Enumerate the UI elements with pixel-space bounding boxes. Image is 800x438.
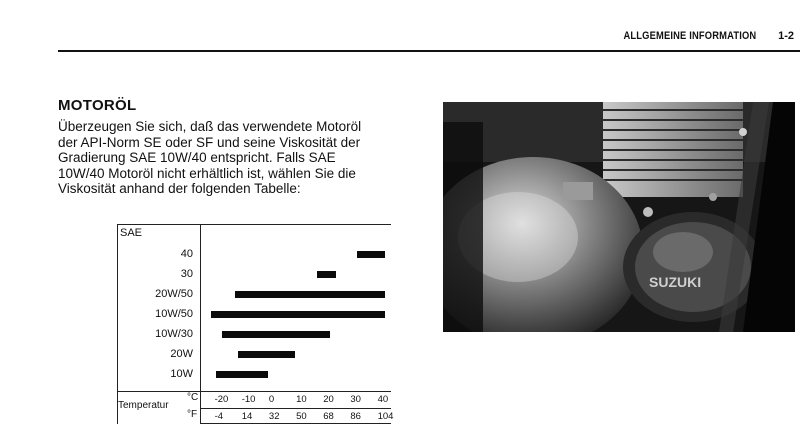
section-title: MOTORÖL bbox=[58, 97, 137, 114]
header-rule bbox=[58, 50, 800, 52]
fahrenheit-tick: 86 bbox=[350, 411, 361, 422]
celsius-tick: 0 bbox=[268, 394, 275, 405]
temperature-label: Temperatur bbox=[118, 400, 169, 411]
celsius-tick: 30 bbox=[350, 394, 361, 405]
brand-text: SUZUKI bbox=[649, 274, 702, 290]
grade-label: 10W bbox=[170, 368, 193, 380]
engine-illustration bbox=[443, 102, 795, 332]
viscosity-bar bbox=[357, 251, 384, 258]
chart-divider bbox=[200, 224, 201, 424]
fahrenheit-unit: °F bbox=[187, 409, 198, 420]
grade-label: 30 bbox=[180, 268, 193, 280]
grade-label: 10W/50 bbox=[155, 308, 193, 320]
grade-label: 20W/50 bbox=[155, 288, 193, 300]
viscosity-bar bbox=[235, 291, 384, 298]
header-title: ALLGEMEINE INFORMATION bbox=[623, 30, 756, 42]
grade-label: 10W/30 bbox=[155, 328, 193, 340]
chart-frame-left bbox=[117, 224, 118, 424]
fahrenheit-tick: 50 bbox=[296, 411, 307, 422]
celsius-unit: °C bbox=[187, 392, 199, 403]
section-body bbox=[58, 119, 408, 197]
body-line: der API-Norm SE oder SF und seine Viskosität der bbox=[58, 134, 361, 150]
body-line: 10W/40 Motoröl nicht erhältlich ist, wählen Sie die bbox=[58, 165, 356, 181]
viscosity-bar bbox=[238, 351, 295, 358]
chart-separator bbox=[117, 391, 391, 392]
grade-label: 20W bbox=[170, 348, 193, 360]
celsius-tick: -10 bbox=[241, 394, 256, 405]
celsius-tick: 20 bbox=[323, 394, 334, 405]
viscosity-chart bbox=[117, 224, 394, 424]
fahrenheit-tick: 104 bbox=[377, 411, 394, 422]
viscosity-bar bbox=[222, 331, 331, 338]
body-line: Überzeugen Sie sich, daß das verwendete Motoröl bbox=[58, 119, 362, 134]
fahrenheit-tick: 14 bbox=[241, 411, 253, 422]
viscosity-bar bbox=[317, 271, 336, 278]
viscosity-bar bbox=[211, 311, 385, 318]
body-line: Gradierung SAE 10W/40 entspricht. Falls SAE bbox=[58, 150, 336, 165]
chart-separator bbox=[200, 408, 391, 409]
engine-photo bbox=[443, 102, 795, 332]
chart-bottom-line bbox=[200, 423, 391, 424]
sae-header: SAE bbox=[120, 227, 143, 239]
celsius-tick: 40 bbox=[377, 394, 389, 405]
grade-label: 40 bbox=[180, 248, 193, 260]
viscosity-bar bbox=[216, 371, 268, 378]
fahrenheit-tick: 32 bbox=[268, 411, 280, 422]
celsius-tick: -20 bbox=[214, 394, 229, 405]
fahrenheit-tick: -4 bbox=[214, 411, 224, 422]
fahrenheit-tick: 68 bbox=[323, 411, 334, 422]
page-number: 1-2 bbox=[778, 30, 794, 42]
chart-frame-top bbox=[117, 224, 391, 225]
body-line: Viskosität anhand der folgenden Tabelle: bbox=[58, 181, 301, 196]
celsius-tick: 10 bbox=[296, 394, 307, 405]
